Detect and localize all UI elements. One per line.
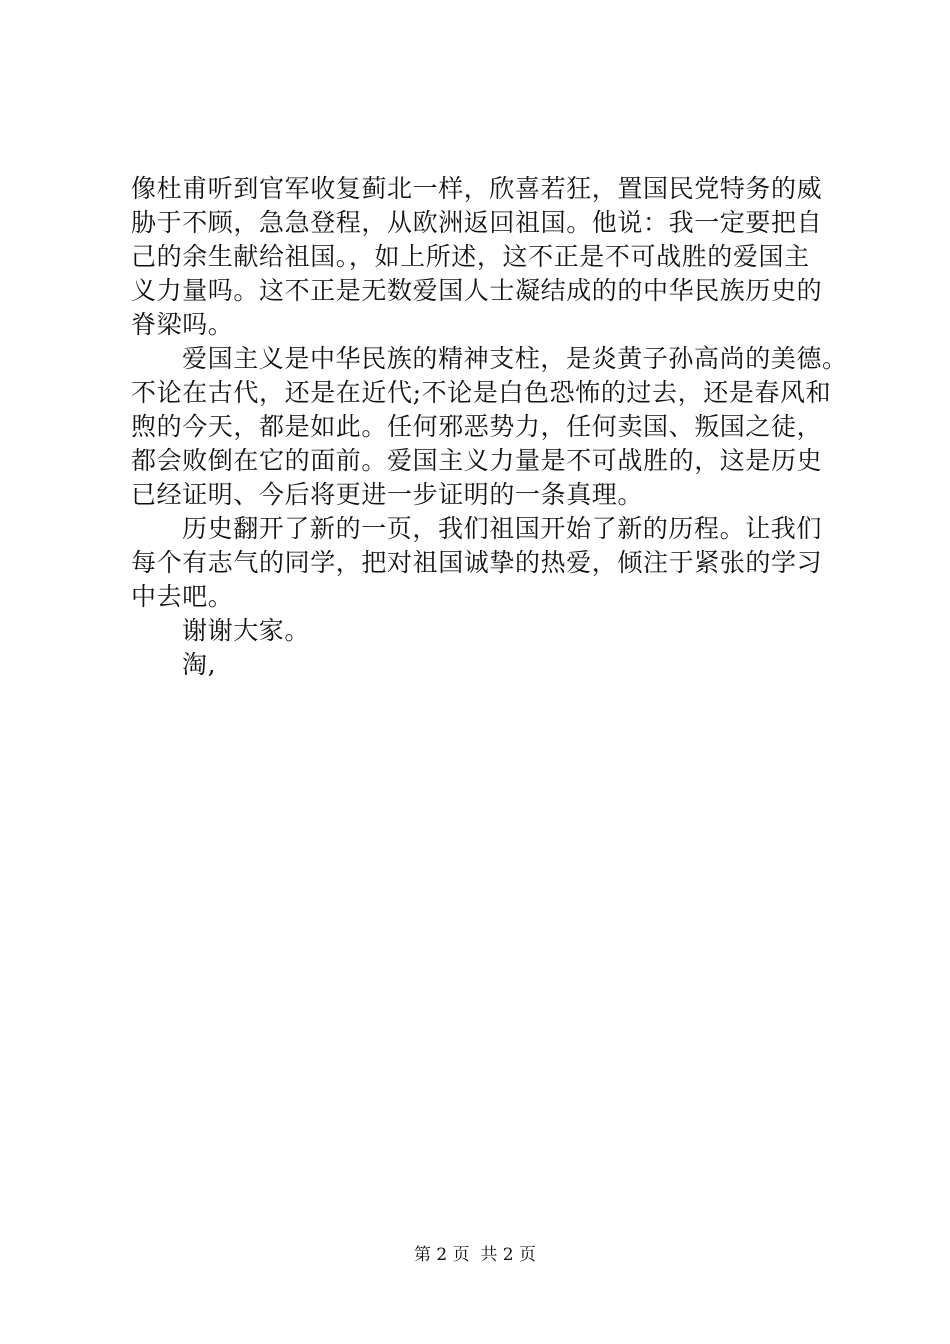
document-body (131, 172, 848, 682)
page-number-footer: 第 2 页 共 2 页 (413, 1245, 537, 1265)
paragraph-line: 胁于不顾，急急登程，从欧洲返回祖国。他说：我一定要把自 (131, 208, 823, 237)
paragraph-1 (131, 172, 841, 342)
paragraph-line: 义力量吗。这不正是无数爱国人士凝结成的的中华民族历史的 (131, 276, 823, 305)
paragraph-line: 已经证明、今后将更进一步证明的一条真理。 (131, 480, 644, 509)
paragraph-line: 不论在古代，还是在近代;不论是白色恐怖的过去，还是春风和 (131, 378, 832, 407)
paragraph-5 (131, 648, 841, 682)
paragraph-line: 历史翻开了新的一页，我们祖国开始了新的历程。让我们 (182, 514, 823, 543)
paragraph-line: 煦的今天，都是如此。任何邪恶势力，任何卖国、叛国之徒， (131, 412, 823, 441)
paragraph-line: 每个有志气的同学，把对祖国诚挚的热爱，倾注于紧张的学习 (131, 548, 823, 577)
paragraph-3 (131, 512, 841, 614)
paragraph-line: 中去吧。 (131, 582, 234, 611)
paragraph-line: 像杜甫听到官军收复蓟北一样，欣喜若狂，置国民党特务的威 (131, 174, 823, 203)
paragraph-2 (131, 342, 848, 512)
paragraph-4 (131, 614, 841, 648)
paragraph-line: 都会败倒在它的面前。爱国主义力量是不可战胜的，这是历史 (131, 446, 823, 475)
paragraph-line: 爱国主义是中华民族的精神支柱，是炎黄子孙高尚的美德。 (182, 344, 848, 373)
trailing-fragment: 淘, (182, 650, 217, 679)
paragraph-line: 脊梁吗。 (131, 310, 234, 339)
closing-thanks: 谢谢大家。 (182, 616, 311, 645)
paragraph-line: 己的余生献给祖国。，如上所述，这不正是不可战胜的爱国主 (131, 242, 810, 271)
